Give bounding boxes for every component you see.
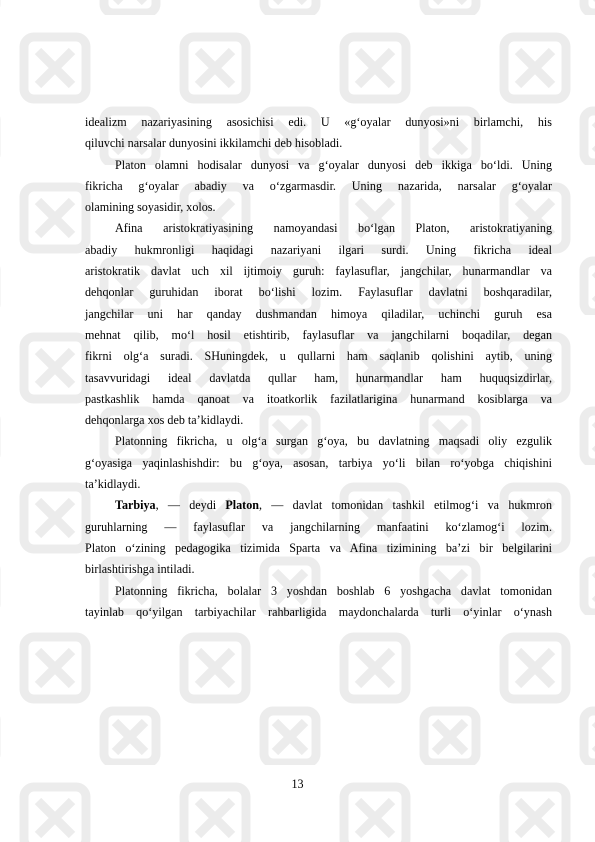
paragraph-3 xyxy=(85,218,552,431)
text-line: Platonning fikricha, u olg‘a surgan g‘oya, bu davlatning maqsadi oliy ezgulik xyxy=(115,434,552,449)
text-line: fikricha g‘oyalar abadiy va o‘zgarmasdir. Uning nazarida, narsalar g‘oyalar xyxy=(85,178,552,193)
text-line: tasavvuridagi ideal davlatda qullar ham, hunarmandlar ham huquqsizdirlar, xyxy=(85,370,552,385)
paragraph-5 xyxy=(85,495,552,580)
text-line: abadiy hukmronligi haqidagi nazariyani ilgari surdi. Uning fikricha ideal xyxy=(85,242,552,257)
text-line: fikrni olg‘a suradi. SHuningdek, u qullarni ham saqlanib qolishini aytib, uning xyxy=(85,349,552,364)
document-body xyxy=(85,112,552,623)
paragraph-1 xyxy=(85,112,552,155)
bold-term-platon: Platon xyxy=(225,498,259,513)
text-line: aristokratik davlat uch xil ijtimoiy guruh: faylasuflar, jangchilar, hunarmandlar va xyxy=(85,264,552,279)
text-line: qiluvchi narsalar dunyosini ikkilamchi deb hisobladi. xyxy=(85,136,343,151)
text-line: Platon o‘zining pedagogika tizimida Sparta va Afina tizimining ba’zi bir belgilarini xyxy=(85,540,552,555)
text-line xyxy=(85,495,552,516)
text-line: tayinlab qo‘yilgan tarbiyachilar rahbarligida maydonchalarda turli o‘yinlar o‘ynash xyxy=(85,604,552,619)
text-line: Platonning fikricha, bolalar 3 yoshdan boshlab 6 yoshgacha davlat tomonidan xyxy=(115,583,552,598)
text-line: olamining soyasidir, xolos. xyxy=(85,200,216,215)
text-line: mehnat qilib, mo‘l hosil etishtirib, faylasuflar va jangchilarni boqadilar, degan xyxy=(85,327,552,342)
text-line: dehqonlarga xos deb ta’kidlaydi. xyxy=(85,413,244,428)
text-line: pastkashlik hamda qanoat va itoatkorlik fazilatlarigina hunarmand kosiblarga va xyxy=(85,391,552,406)
text-line: g‘oyasiga yaqinlashishdir: bu g‘oya, asosan, tarbiya yo‘li bilan ro‘yobga chiqishini xyxy=(85,455,552,470)
text-line: birlashtirishga intiladi. xyxy=(85,562,195,577)
text-line: guruhlarning — faylasuflar va jangchilarning manfaatini ko‘zlamog‘i lozim. xyxy=(85,519,552,534)
text-line: dehqonlar guruhidan iborat bo‘lishi lozim. Faylasuflar davlatni boshqaradilar, xyxy=(85,285,552,300)
text-line: idealizm nazariyasining asosichisi edi. U «g‘oyalar dunyosi»ni birlamchi, his xyxy=(85,115,552,129)
text-line: ta’kidlaydi. xyxy=(85,477,141,492)
bold-term-tarbiya: Tarbiya xyxy=(115,498,156,513)
page-number: 13 xyxy=(291,777,304,791)
paragraph-4 xyxy=(85,431,552,495)
text-line: Platon olamni hodisalar dunyosi va g‘oyalar dunyosi deb ikkiga bo‘ldi. Uning xyxy=(115,157,552,172)
text-run: , — davlat tomonidan tashkil etilmog‘i va hukmron xyxy=(259,498,552,513)
paragraph-2 xyxy=(85,155,552,219)
text-run: , — deydi xyxy=(155,498,226,513)
text-line: Afina aristokratiyasining namoyandasi bo‘lgan Platon, aristokratiyaning xyxy=(115,221,552,236)
text-line: jangchilar uni har qanday dushmandan himoya qiladilar, uchinchi guruh esa xyxy=(85,306,552,321)
paragraph-6 xyxy=(85,581,552,624)
